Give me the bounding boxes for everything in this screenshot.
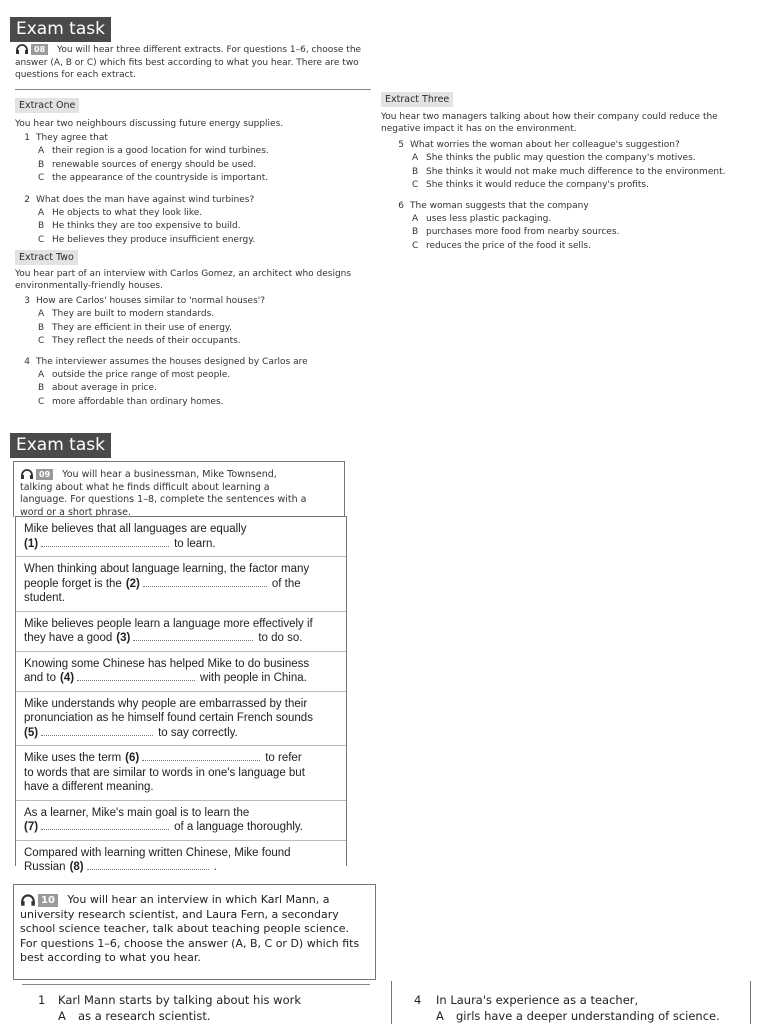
- option-3c[interactable]: C They reflect the needs of their occupants.: [38, 336, 241, 346]
- sentence-3: [24, 615, 338, 651]
- option-2c[interactable]: C He believes they produce insufficient energy.: [38, 234, 256, 245]
- headphones-icon: [20, 893, 36, 907]
- answer-gap-2[interactable]: [143, 577, 267, 587]
- option-4c[interactable]: C more affordable than ordinary homes.: [38, 396, 224, 407]
- sentence-text: and to: [24, 672, 56, 684]
- sentence-4: [24, 655, 338, 691]
- sentence-text: As a learner, Mike's main goal is to learn the: [24, 806, 250, 819]
- gap-number: (7): [24, 821, 39, 833]
- sentence-text: Russian: [24, 861, 66, 873]
- section3-instruction-box: 10 You will hear an interview in which Karl Mann, a university research scientist, and Laura Fern, a secondary school science teacher, talk about teaching people science. For questions 1–6, choose the answer (A, B, C or D) which fits best according to what you hear.: [13, 884, 376, 980]
- divider: [15, 89, 371, 90]
- sentence-2: [24, 560, 338, 611]
- instruction-line: questions for each extract.: [15, 70, 137, 80]
- sentence-text: Mike uses the term: [24, 752, 122, 764]
- sentence-text: .: [213, 861, 217, 873]
- option-3a[interactable]: A They are built to modern standards.: [38, 309, 215, 319]
- option-1b[interactable]: B renewable sources of energy should be used.: [38, 159, 257, 170]
- question-1: 1 They agree that: [24, 133, 108, 143]
- option-q1a[interactable]: A as a research scientist.: [58, 1009, 211, 1023]
- sentence-text: to refer: [265, 752, 302, 764]
- sentence-text: Compared with learning written Chinese, Mike found: [24, 846, 291, 859]
- gap-number: (8): [69, 861, 84, 873]
- extract-two-questions: [18, 295, 378, 409]
- answer-gap-8[interactable]: [87, 860, 209, 870]
- option-4a[interactable]: A outside the price range of most people.: [38, 369, 231, 380]
- option-2b[interactable]: B He thinks they are too expensive to build.: [38, 221, 241, 231]
- sentence-separator: [16, 556, 346, 557]
- sentence-8: [24, 844, 338, 880]
- section3-question-1: 1 Karl Mann starts by talking about his work A as a research scientist.: [38, 992, 378, 1024]
- extract-two-label: Extract Two: [15, 250, 78, 265]
- sentence-text: people forget is the: [24, 577, 122, 590]
- question-5: 5 What worries the woman about her colleague's suggestion?: [398, 140, 680, 150]
- audio-track-08[interactable]: [15, 43, 48, 56]
- gap-number: (3): [116, 632, 131, 644]
- sentence-text: pronunciation as he himself found certain French sounds: [24, 712, 313, 724]
- sentence-text: to say correctly.: [158, 726, 238, 739]
- sentence-text: Mike believes people learn a language more effectively if: [24, 617, 313, 630]
- gap-number: (2): [125, 577, 140, 590]
- sentence-text: have a different meaning.: [24, 781, 154, 793]
- answer-gap-4[interactable]: [77, 671, 195, 681]
- section1-instructions: [15, 43, 385, 82]
- sentence-6: [24, 749, 338, 800]
- option-5b[interactable]: B She thinks it would not make much difference to the environment.: [412, 166, 726, 177]
- gap-number: (5): [24, 726, 39, 739]
- column-divider: [391, 981, 392, 1024]
- extract-one-questions: [18, 132, 378, 247]
- section3-question-4: 4 In Laura's experience as a teacher, A girls have a deeper understanding of science.: [414, 992, 754, 1024]
- extract-one-intro: You hear two neighbours discussing future energy supplies.: [15, 119, 284, 129]
- sentence-text: to words that are similar to words in one's language but: [24, 766, 305, 779]
- divider: [22, 984, 370, 985]
- sentence-completion-box: [15, 516, 347, 873]
- sentence-text: with people in China.: [200, 672, 307, 684]
- option-1a[interactable]: A their region is a good location for wind turbines.: [38, 146, 269, 156]
- option-6c[interactable]: C reduces the price of the food it sells.: [412, 240, 591, 251]
- sentence-text: When thinking about language learning, the factor many: [24, 563, 310, 575]
- track-number: 09: [36, 469, 53, 480]
- exam-task-heading: Exam task: [10, 17, 111, 42]
- answer-gap-7[interactable]: [41, 820, 169, 830]
- extract-three-label: Extract Three: [381, 92, 453, 107]
- sentence-5: [24, 695, 338, 746]
- sentence-text: Mike understands why people are embarrassed by their: [24, 697, 308, 710]
- sentence-separator: [16, 691, 346, 692]
- sentence-text: of a language thoroughly.: [174, 821, 304, 833]
- answer-gap-1[interactable]: [41, 537, 169, 547]
- sentence-separator: [16, 800, 346, 801]
- question-2: 2 What does the man have against wind turbines?: [24, 194, 255, 205]
- answer-gap-5[interactable]: [41, 726, 153, 736]
- sentence-text: of the: [271, 577, 301, 590]
- audio-track-10[interactable]: [20, 893, 58, 908]
- answer-gap-6[interactable]: [142, 751, 260, 761]
- question-4: 4 The interviewer assumes the houses designed by Carlos are: [24, 356, 308, 367]
- answer-gap-3[interactable]: [133, 631, 253, 641]
- sentence-text: to do so.: [258, 632, 303, 644]
- extract-three-intro: You hear two managers talking about how their company could reduce the negative impact it has on the environment.: [381, 112, 718, 134]
- section2-instruction-box: 09 You will hear a businessman, Mike Townsend, talking about what he finds difficult about learning a language. For questions 1–8, complete the sentences with a word or a short phrase.: [13, 461, 345, 517]
- track-number: 08: [31, 44, 48, 55]
- sentence-text: Knowing some Chinese has helped Mike to do business: [24, 657, 310, 670]
- option-5c[interactable]: C She thinks it would reduce the company's profits.: [412, 180, 649, 190]
- headphones-icon: [20, 468, 34, 480]
- sentence-separator: [16, 840, 346, 841]
- headphones-icon: [15, 43, 29, 55]
- extract-two-intro: You hear part of an interview with Carlos Gomez, an architect who designs environmentally-friendly houses.: [15, 269, 352, 291]
- option-2a[interactable]: A He objects to what they look like.: [38, 207, 203, 218]
- option-6a[interactable]: A uses less plastic packaging.: [412, 213, 552, 224]
- sentence-separator: [16, 745, 346, 746]
- instruction-line: You will hear three different extracts. For questions 1–6, choose the: [57, 45, 362, 55]
- question-6: 6 The woman suggests that the company: [398, 200, 589, 211]
- exam-task-heading-2: Exam task: [10, 433, 111, 458]
- option-4b[interactable]: B about average in price.: [38, 383, 157, 393]
- sentence-text: to learn.: [174, 537, 216, 550]
- gap-number: (6): [125, 752, 140, 764]
- instruction-line: answer (A, B or C) which fits best according to what you hear. There are two: [15, 57, 359, 68]
- sentence-7: [24, 804, 338, 840]
- track-number: 10: [38, 894, 58, 907]
- option-6b[interactable]: B purchases more food from nearby sources.: [412, 227, 620, 237]
- option-3b[interactable]: B They are efficient in their use of energy.: [38, 322, 232, 333]
- option-1c[interactable]: C the appearance of the countryside is important.: [38, 173, 269, 183]
- audio-track-09[interactable]: [20, 468, 53, 481]
- sentence-text: student.: [24, 592, 65, 604]
- gap-number: (1): [24, 537, 39, 550]
- option-5a[interactable]: A She thinks the public may question the company's motives.: [412, 153, 696, 163]
- sentence-text: Mike believes that all languages are equally: [24, 523, 247, 535]
- sentence-separator: [16, 611, 346, 612]
- sentence-1: [24, 520, 338, 556]
- extract-three-questions: [392, 139, 766, 253]
- extract-one-label: Extract One: [15, 98, 79, 113]
- sentence-text: they have a good: [24, 632, 113, 644]
- question-3: 3 How are Carlos' houses similar to 'normal houses'?: [24, 296, 266, 306]
- gap-number: (4): [59, 672, 75, 684]
- option-q4a[interactable]: A girls have a deeper understanding of science.: [436, 1009, 720, 1023]
- sentence-separator: [16, 651, 346, 652]
